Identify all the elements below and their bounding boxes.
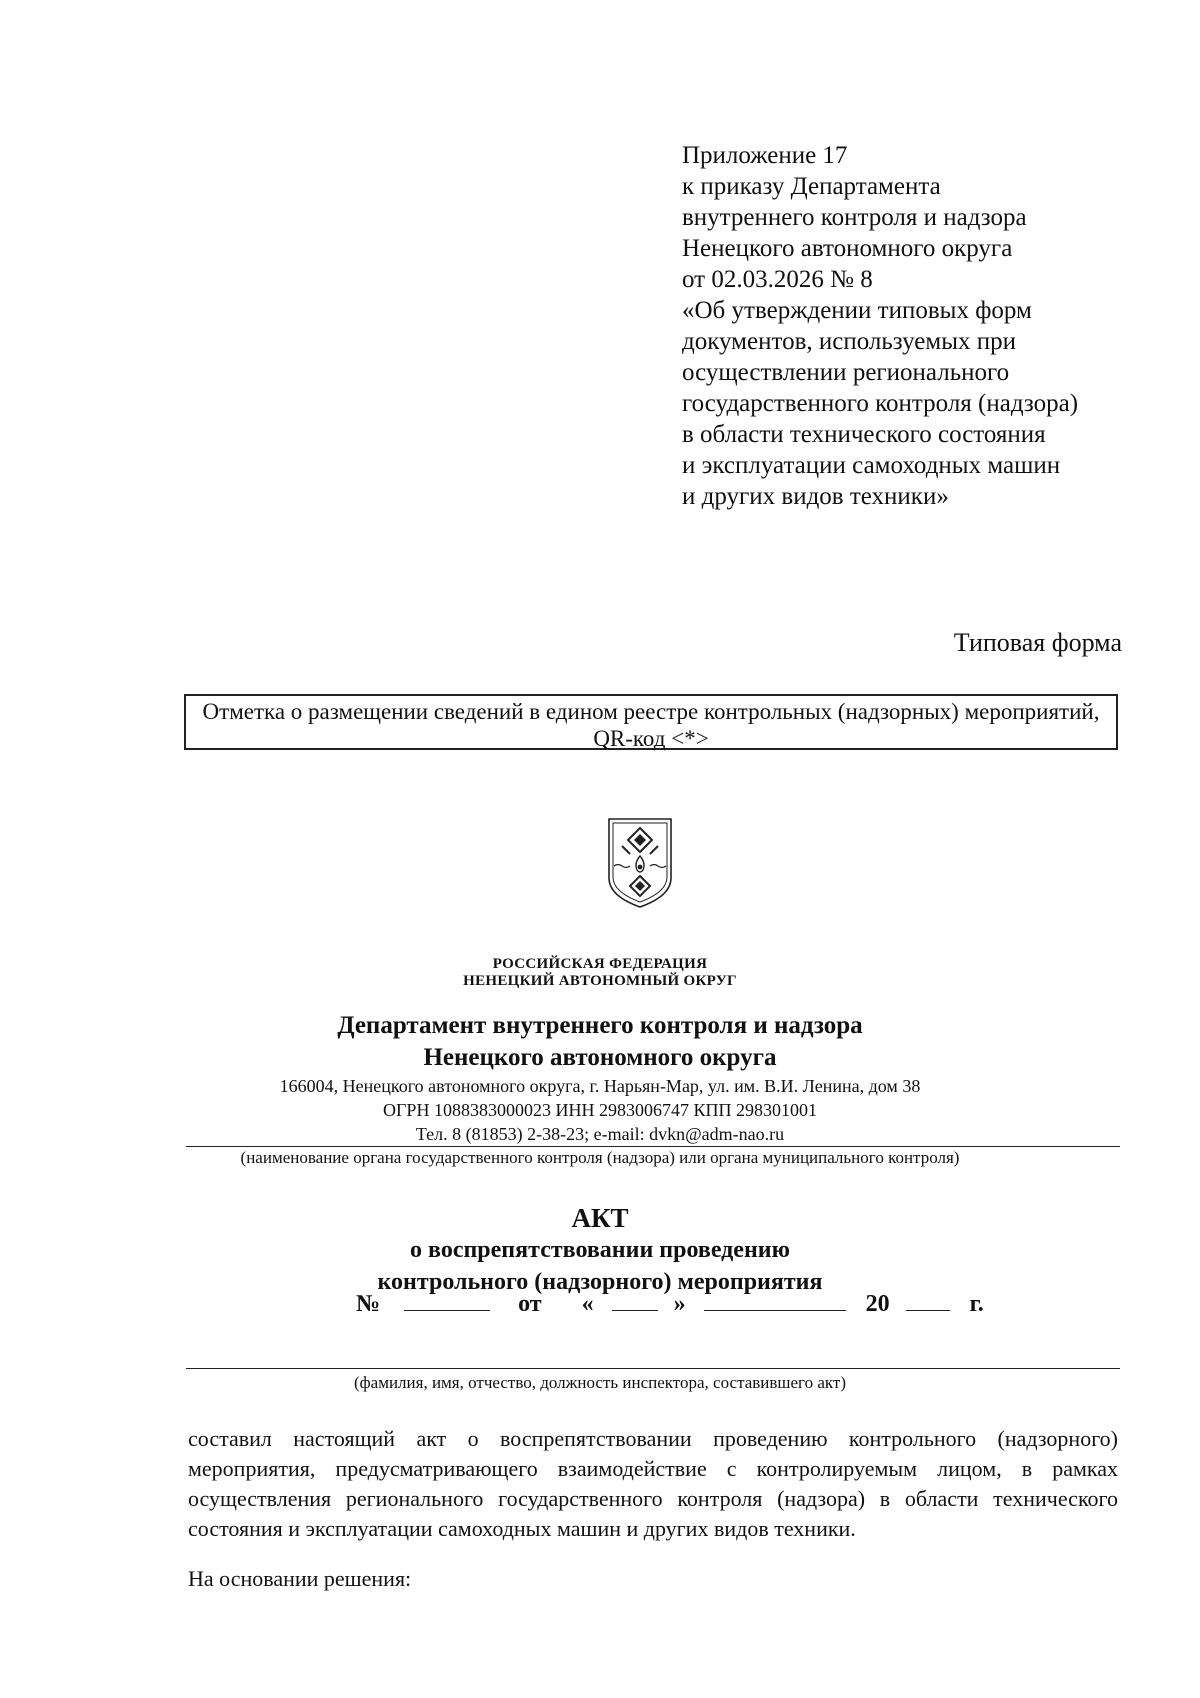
registry-mark-qr-label: QR-код <*>	[593, 726, 709, 751]
appendix-block	[682, 140, 1102, 512]
appendix-line: государственного контроля (надзора)	[682, 390, 1079, 417]
registration-numbers: ОГРН 1088383000023 ИНН 2983006747 КПП 298301001	[383, 1100, 817, 1120]
appendix-line: от 02.03.2026 № 8	[682, 266, 873, 293]
act-subtitle: о воспрепятствовании проведению	[410, 1237, 790, 1263]
appendix-line: к приказу Департамента	[682, 173, 941, 200]
department-line: Департамент внутреннего контроля и надзора	[337, 1012, 863, 1039]
country-header	[0, 956, 1200, 990]
phone-email: Тел. 8 (81853) 2-38-23; e-mail: dvkn@adm-nao.ru	[415, 1124, 785, 1144]
country-name: РОССИЙСКАЯ ФЕДЕРАЦИЯ	[492, 956, 708, 972]
year-suffix: г.	[969, 1291, 984, 1317]
appendix-line: внутреннего контроля и надзора	[682, 204, 1027, 231]
number-sign: №	[356, 1291, 381, 1317]
appendix-line: и других видов техники»	[682, 483, 949, 510]
from-label: от	[518, 1291, 542, 1317]
header-divider	[186, 1146, 1120, 1147]
basis-label: На основании решения:	[188, 1566, 412, 1591]
region-name: НЕНЕЦКИЙ АВТОНОМНЫЙ ОКРУГ	[463, 973, 737, 989]
registry-mark-text: Отметка о размещении сведений в едином реестре контрольных (надзорных) мероприятий,	[202, 699, 1100, 724]
department-contacts	[0, 1074, 1200, 1146]
month-blank[interactable]	[704, 1288, 846, 1311]
registry-mark-box	[184, 694, 1118, 750]
day-blank[interactable]	[612, 1288, 658, 1311]
act-subtitle: контрольного (надзорного) мероприятия	[377, 1269, 823, 1295]
act-title: АКТ	[571, 1203, 629, 1233]
appendix-line: и эксплуатации самоходных машин	[682, 452, 1061, 479]
appendix-line: в области технического состояния	[682, 421, 1046, 448]
year-prefix: 20	[865, 1291, 890, 1317]
coat-of-arms-icon	[606, 816, 674, 910]
inspector-line[interactable]	[186, 1368, 1120, 1369]
appendix-line: документов, используемых при	[682, 328, 1017, 355]
act-body-text: составил настоящий акт о воспрепятствовании проведению контрольного (надзорного) мероприятия, предусматривающего взаимодействие с контролируемым лицом, в рамках осуществления регионального государственного контроля (надзора) в области технического состояния и эксплуатации самоходных машин и других видов техники.	[188, 1426, 1118, 1541]
appendix-line: Приложение 17	[682, 142, 848, 169]
appendix-line: осуществлении регионального	[682, 359, 1010, 386]
inspector-caption: (фамилия, имя, отчество, должность инспектора, составившего акт)	[353, 1373, 847, 1392]
department-name	[0, 1010, 1200, 1074]
address: 166004, Ненецкого автономного округа, г. Нарьян-Мар, ул. им. В.И. Ленина, дом 38	[279, 1076, 921, 1096]
appendix-line: Ненецкого автономного округа	[682, 235, 1013, 262]
quote-open: «	[581, 1291, 594, 1317]
act-number-blank[interactable]	[404, 1288, 490, 1311]
form-type-label: Типовая форма	[953, 628, 1122, 657]
department-line: Ненецкого автономного округа	[423, 1044, 777, 1071]
year-blank[interactable]	[906, 1288, 950, 1311]
act-number-date-line	[356, 1288, 984, 1318]
authority-caption: (наименование органа государственного контроля (надзора) или органа муниципального контроля)	[240, 1148, 960, 1167]
quote-close: »	[673, 1291, 686, 1317]
act-title-block	[0, 1202, 1200, 1298]
appendix-line: «Об утверждении типовых форм	[682, 297, 1032, 324]
